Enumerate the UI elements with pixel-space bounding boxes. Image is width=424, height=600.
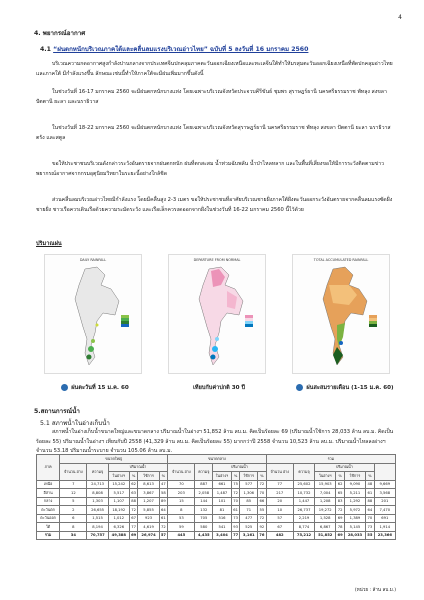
page-number: 4: [398, 14, 402, 21]
map-caption-3: [286, 384, 404, 392]
table-cell: 516: [213, 514, 232, 523]
col-count: จำนวน อ่าง: [266, 463, 293, 480]
table-cell: 51,852: [315, 531, 336, 540]
table-cell: 4,619: [138, 523, 159, 532]
thailand-map-image: [169, 255, 265, 373]
table-cell: 12: [60, 489, 87, 498]
table-cell: 8,774: [293, 523, 314, 532]
table-cell: 57: [266, 514, 293, 523]
table-cell: 81: [213, 506, 232, 515]
section4-heading: 4. พยากรณ์อากาศ: [34, 30, 86, 37]
group-large: ขนาดใหญ่: [60, 455, 168, 464]
table-cell: 661: [213, 480, 232, 489]
table-cell: 477: [240, 514, 258, 523]
accumulated-map: [292, 254, 390, 374]
table-cell: 72: [231, 489, 240, 498]
table-cell: 15,903: [315, 480, 336, 489]
table-cell: 1,914: [374, 523, 395, 532]
reservoir-title: สภาพน้ำในอ่างเก็บน้ำ: [51, 420, 110, 427]
col-capacity: ความจุ: [293, 463, 314, 480]
table-cell: 7,470: [374, 506, 395, 515]
table-cell: 67: [266, 523, 293, 532]
table-cell: 8,808: [87, 489, 108, 498]
col-subheader: %: [336, 472, 345, 481]
table-cell: 6,867: [315, 523, 336, 532]
region-cell: รวม: [37, 531, 60, 540]
table-cell: 1,306: [240, 489, 258, 498]
table-cell: 73: [231, 514, 240, 523]
table-cell: 72: [159, 523, 168, 532]
table-cell: 5,517: [108, 489, 129, 498]
table-cell: 3,161: [240, 531, 258, 540]
table-cell: 2,058: [195, 489, 213, 498]
table-cell: 83: [336, 497, 345, 506]
table-cell: 1,515: [87, 514, 108, 523]
table-cell: 482: [266, 531, 293, 540]
table-cell: 705: [195, 514, 213, 523]
table-cell: 64: [366, 506, 375, 515]
table-cell: 55: [366, 531, 375, 540]
col-count: จำนวน อ่าง: [168, 463, 195, 480]
rain-label: ปริมาณฝน: [36, 241, 62, 247]
table-cell: 8,194: [87, 523, 108, 532]
table-cell: 6: [60, 514, 87, 523]
table-cell: 61: [159, 514, 168, 523]
table-cell: 25,602: [293, 480, 314, 489]
col-subheader: %: [129, 472, 138, 481]
reservoir-table: [36, 454, 396, 540]
col-extra: [374, 463, 395, 480]
group-medium: ขนาดกลาง: [168, 455, 266, 464]
table-cell: 203: [168, 489, 195, 498]
region-cell: ใต้: [37, 523, 60, 532]
table-cell: 19,272: [315, 506, 336, 515]
table-cell: 26,974: [138, 531, 159, 540]
table-cell: 1,208: [315, 497, 336, 506]
table-cell: 63: [129, 489, 138, 498]
table-cell: 88: [366, 497, 375, 506]
table-cell: 75,212: [293, 531, 314, 540]
table-cell: 71: [240, 506, 258, 515]
table-cell: 2: [60, 506, 87, 515]
table-cell: 3,867: [138, 489, 159, 498]
table-cell: 5,972: [344, 506, 365, 515]
map-caption-1: [40, 384, 150, 392]
table-cell: 49,388: [108, 531, 129, 540]
table-cell: 8,613: [138, 480, 159, 489]
col-subheader: ในอ่างฯ: [315, 472, 336, 481]
region-cell: ตะวันออก: [37, 514, 60, 523]
table-cell: 691: [374, 514, 395, 523]
table-cell: 93: [231, 523, 240, 532]
table-cell: 1,389: [344, 514, 365, 523]
table-cell: 72: [258, 480, 267, 489]
table-cell: 5,145: [344, 523, 365, 532]
col-capacity: ความจุ: [87, 463, 108, 480]
section4-subnumber: 4.1: [40, 46, 51, 53]
table-cell: 10,732: [293, 489, 314, 498]
table-row: [37, 531, 396, 540]
table-cell: 132: [195, 506, 213, 515]
table-row: [37, 523, 396, 532]
table-cell: 69: [129, 531, 138, 540]
forecast-paragraph-5: ส่วนคลื่นลมบริเวณอ่าวไทยมีกำลังแรง โดยมีคลื่นสูง 2-3 เมตร ขอให้ประชาชนที่อาศัยบริเวณชายฝั่งภาคใต้ฝั่งตะวันออกระวังอันตรายจากคลื่นลมแรงซัดฝั่งชายฝั่ง ชาวเรือควรเดินเรือด้วยความระมัดระวัง และเรือเล็กควรงดออกจากฝั่งในช่วงวันที่ 16-22 มกราคม 2560 นี้ไว้ด้วย: [36, 197, 393, 213]
col-subheader: %: [231, 472, 240, 481]
table-cell: 70: [168, 480, 195, 489]
table-cell: 1,303: [87, 497, 108, 506]
table-cell: 6,326: [108, 523, 129, 532]
table-cell: 887: [195, 480, 213, 489]
table-cell: 9,669: [374, 480, 395, 489]
unit-note: (หน่วย : ล้าน ลบ.ม.): [354, 588, 396, 593]
table-cell: 8: [168, 506, 195, 515]
table-cell: 59: [168, 523, 195, 532]
table-cell: 70: [258, 489, 267, 498]
forecast-paragraph-4: ขอให้ประชาชนบริเวณดังกล่าวระวังอันตรายจากฝนตกหนัก ฝนที่ตกสะสม น้ำท่วมฉับพลัน น้ำป่าไหลหลาก และในพื้นที่เสี่ยงขอให้มีการระวังติดตามข่าวพยากรณ์อากาศจากกรมอุตุนิยมวิทยาในระยะนี้อย่างใกล้ชิด: [36, 161, 385, 177]
map-title: DEPARTURE FROM NORMAL: [193, 258, 241, 262]
section4-subheading: [40, 44, 308, 54]
table-cell: 61: [231, 506, 240, 515]
table-cell: 65: [336, 489, 345, 498]
table-cell: 10: [266, 506, 293, 515]
table-cell: 23,366: [374, 531, 395, 540]
table-cell: 61: [366, 489, 375, 498]
table-cell: 53: [168, 514, 195, 523]
table-cell: 28,033: [344, 531, 365, 540]
reservoir-paragraph: สภาพน้ำในอ่างเก็บน้ำขนาดใหญ่และขนาดกลาง ปริมาณน้ำในอ่างฯ 51,852 ล้าน ลบ.ม. คิดเป็นร้อยละ 69 (ปริมาณน้ำใช้การ 28,033 ล้าน ลบ.ม. คิดเป็นร้อยละ 55) ปริมาณน้ำในอ่างฯ เทียบกับปี 2558 (41,329 ล้าน ลบ.ม. คิดเป็นร้อยละ 55) มากกว่าปี 2558 จำนวน 10,523 ล้าน ลบ.ม. ปริมาณน้ำไหลลงอ่างฯ จำนวน 53.18 ปริมาณน้ำระบาย จำนวน 105.06 ล้าน ลบ.ม.: [36, 429, 394, 455]
table-cell: 15,242: [108, 480, 129, 489]
table-cell: 89: [159, 497, 168, 506]
table-cell: 101: [213, 497, 232, 506]
table-cell: 75: [231, 480, 240, 489]
table-cell: 5: [60, 497, 87, 506]
section5-subnumber: 5.1: [40, 420, 50, 427]
table-cell: 580: [195, 523, 213, 532]
section5-subheading: [40, 418, 110, 428]
table-cell: 70: [366, 514, 375, 523]
table-cell: 70: [231, 497, 240, 506]
table-cell: 445: [168, 531, 195, 540]
section5-heading: 5.สถานการณ์น้ำ: [34, 408, 80, 415]
table-cell: 47: [159, 480, 168, 489]
table-cell: 62: [336, 480, 345, 489]
col-count: จำนวน อ่าง: [60, 463, 87, 480]
departure-map: [168, 254, 266, 374]
map-caption-text: ฝนตะวันที่ 15 ม.ค. 60: [71, 385, 129, 391]
table-cell: 78: [336, 523, 345, 532]
thailand-map-image: [293, 255, 389, 373]
table-cell: 77: [266, 480, 293, 489]
table-cell: 67: [129, 514, 138, 523]
table-cell: 7: [60, 480, 87, 489]
col-subheader: ในอ่างฯ: [108, 472, 129, 481]
col-subheader: ใช้การ: [344, 472, 365, 481]
map-caption-text: ฝนสะสมรายเดือน (1-15 ม.ค. 60): [306, 385, 394, 391]
table-cell: 66: [258, 497, 267, 506]
table-cell: 1,528: [315, 514, 336, 523]
table-cell: 9,090: [344, 480, 365, 489]
table-cell: 4,435: [195, 531, 213, 540]
region-cell: กลาง: [37, 497, 60, 506]
thailand-map-image: [45, 255, 141, 373]
table-cell: 72: [129, 506, 138, 515]
col-subheader: ใช้การ: [240, 472, 258, 481]
table-cell: 217: [266, 489, 293, 498]
table-cell: 5,211: [344, 489, 365, 498]
table-cell: 69: [336, 514, 345, 523]
table-cell: 8: [60, 523, 87, 532]
region-cell: ตะวันตก: [37, 506, 60, 515]
table-cell: 72: [336, 506, 345, 515]
col-subheader: %: [366, 472, 375, 481]
col-subheader: %: [258, 472, 267, 481]
table-cell: 58: [159, 489, 168, 498]
table-cell: 88: [129, 497, 138, 506]
table-cell: 541: [213, 523, 232, 532]
table-cell: 525: [240, 523, 258, 532]
table-row: [37, 480, 396, 489]
table-cell: 2,219: [293, 514, 314, 523]
map-caption-2: เทียบกับค่าปกติ 30 ปี: [192, 385, 246, 391]
table-cell: 201: [374, 497, 395, 506]
table-cell: 26,737: [293, 506, 314, 515]
region-cell: เหนือ: [37, 480, 60, 489]
table-cell: 1,447: [293, 497, 314, 506]
table-cell: 1,487: [213, 489, 232, 498]
col-subheader: ในอ่างฯ: [213, 472, 232, 481]
table-cell: 77: [129, 523, 138, 532]
table-cell: 15: [168, 497, 195, 506]
table-cell: 55: [258, 506, 267, 515]
table-cell: 92: [258, 523, 267, 532]
table-cell: 5,855: [138, 506, 159, 515]
col-volume: ปริมาณน้ำ: [213, 463, 267, 472]
table-cell: 57: [159, 531, 168, 540]
table-cell: 24,713: [87, 480, 108, 489]
table-cell: 85: [240, 497, 258, 506]
forecast-paragraph-1: บริเวณความกดอากาศสูงกำลังปานกลางจากประเทศจีนปกคลุมภาคตะวันออกเฉียงเหนือและทะเลจีนใต้ทำให้มรสุมตะวันออกเฉียงเหนือที่พัดปกคลุมอ่าวไทย และภาคใต้ มีกำลังแรงขึ้น ลักษณะเช่นนี้ทำให้ภาคใต้จะมีฝนเพิ่มมากขึ้นดังนี้: [36, 61, 393, 77]
table-cell: 3,404: [213, 531, 232, 540]
table-cell: 18,192: [108, 506, 129, 515]
daily-rainfall-map: [44, 254, 142, 374]
table-row: [37, 514, 396, 523]
table-cell: 3,568: [374, 489, 395, 498]
table-cell: 73: [366, 523, 375, 532]
table-cell: 26,655: [87, 506, 108, 515]
table-cell: 20: [266, 497, 293, 506]
table-cell: 1,292: [344, 497, 365, 506]
table-cell: 1,207: [138, 497, 159, 506]
tmd-logo-icon: [296, 384, 303, 391]
table-cell: 1,012: [108, 514, 129, 523]
table-cell: 144: [195, 497, 213, 506]
table-cell: 577: [240, 480, 258, 489]
tmd-logo-icon: [61, 384, 68, 391]
map-title: TOTAL ACCUMULATED RAINFALL: [313, 258, 369, 262]
table-cell: 1,107: [108, 497, 129, 506]
table-cell: 72: [258, 514, 267, 523]
forecast-title: “ฝนตกหนักบริเวณภาคใต้และคลื่นลมแรงบริเวณอ่าวไทย” ฉบับที่ 5 ลงวันที่ 16 มกราคม 2560: [53, 46, 309, 53]
col-volume: ปริมาณน้ำ: [108, 463, 168, 472]
table-cell: 70,757: [87, 531, 108, 540]
table-row: [37, 506, 396, 515]
table-cell: 48: [366, 480, 375, 489]
col-region: ภาค: [37, 455, 60, 481]
table-row: [37, 497, 396, 506]
col-volume: ปริมาณน้ำ: [315, 463, 375, 472]
col-capacity: ความจุ: [195, 463, 213, 480]
table-cell: 34: [60, 531, 87, 540]
col-subheader: ใช้การ: [138, 472, 159, 481]
forecast-paragraph-2: ในช่วงวันที่ 16-17 มกราคม 2560 จะมีฝนตกหนักบางแห่ง โดยเฉพาะบริเวณจังหวัดประจวบคีรีขันธ์ ชุมพร สุราษฎร์ธานี นครศรีธรรมราช พัทลุง สงขลา ปัตตานี ยะลา และนราธิวาส: [36, 89, 387, 105]
table-row: [37, 489, 396, 498]
table-cell: 923: [138, 514, 159, 523]
table-cell: 64: [159, 506, 168, 515]
table-cell: 77: [231, 531, 240, 540]
col-subheader: %: [159, 472, 168, 481]
table-cell: 62: [129, 480, 138, 489]
table-cell: 76: [258, 531, 267, 540]
rainfall-maps: [38, 254, 398, 374]
group-total: รวม: [266, 455, 395, 464]
table-cell: 69: [336, 531, 345, 540]
region-cell: อีสาน: [37, 489, 60, 498]
table-cell: 7,004: [315, 489, 336, 498]
map-title: DAILY RAINFALL: [79, 258, 107, 262]
forecast-paragraph-3: ในช่วงวันที่ 18-22 มกราคม 2560 จะมีฝนตกหนักบางแห่ง โดยเฉพาะบริเวณจังหวัดสุราษฎร์ธานี นครศรีธรรมราช พัทลุง สงขลา ปัตตานี ยะลา นราธิวาส ตรัง และสตูล: [36, 125, 391, 141]
